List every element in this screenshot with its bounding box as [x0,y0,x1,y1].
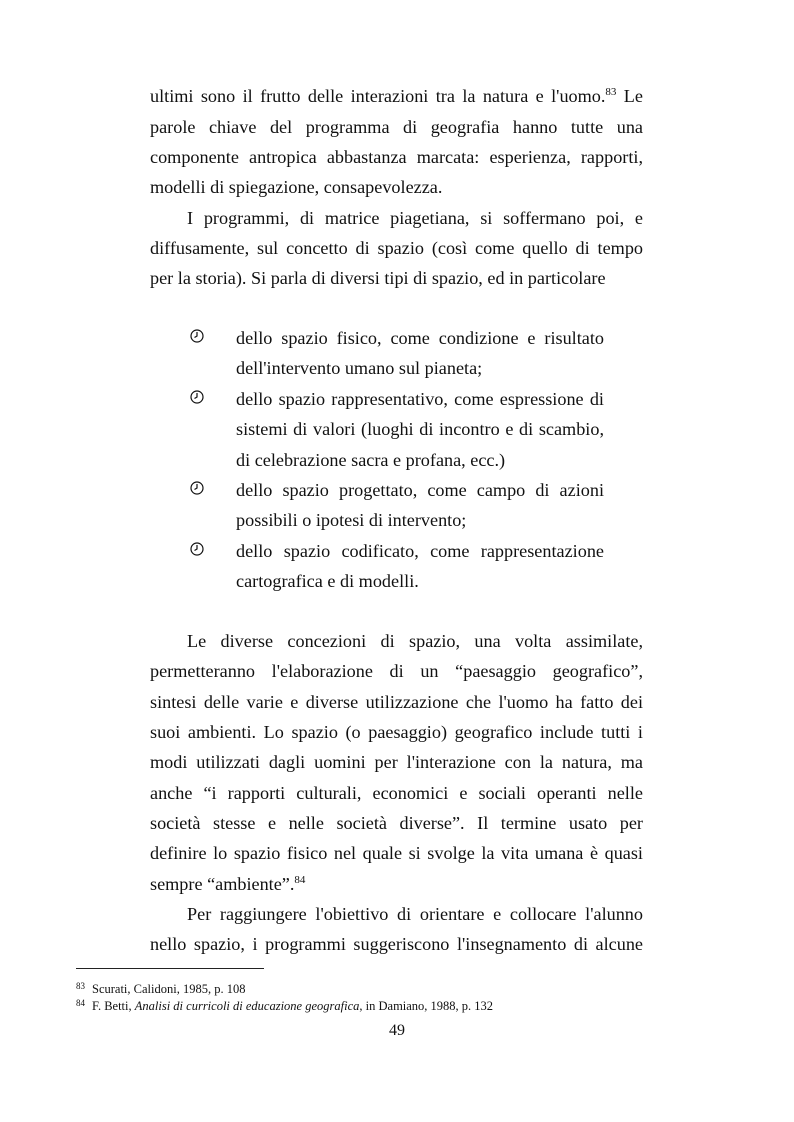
text-span: sempre “ambiente”. [150,874,295,894]
paragraph-2-line-3: per la storia). Si parla di diversi tipi di spazio, ed in particolare [150,268,606,288]
page-number: 49 [389,1022,405,1039]
bullet-2-line-1: dello spazio rappresentativo, come espressione di [236,389,604,409]
bullet-4-line-1: dello spazio codificato, come rappresentazione [236,541,604,561]
clock-icon [190,542,204,556]
footnote-separator [76,968,264,969]
paragraph-4-line-1: Per raggiungere l'obiettivo di orientare e collocare l'alunno [187,904,643,924]
paragraph-4-line-2: nello spazio, i programmi suggeriscono l'insegnamento di alcune [150,934,643,954]
footnote-ref-84[interactable]: 84 [294,874,306,886]
clock-icon [190,329,204,343]
footnote-number: 83 [76,981,85,991]
paragraph-3-line-2: permetteranno l'elaborazione di un “paesaggio geografico”, [150,661,643,681]
paragraph-1-line-2: parole chiave del programma di geografia hanno tutte una [150,117,643,137]
bullet-1-line-2: dell'intervento umano sul pianeta; [236,358,483,378]
bullet-2-line-3: di celebrazione sacra e profana, ecc.) [236,450,506,470]
paragraph-3-line-5: modi utilizzati dagli uomini per l'interazione con la natura, ma [150,752,643,772]
bullet-3-line-2: possibili o ipotesi di intervento; [236,510,467,530]
paragraph-3-line-7: società stesse e nelle società diverse”. Il termine usato per [150,813,643,833]
paragraph-1-line-4: modelli di spiegazione, consapevolezza. [150,177,443,197]
footnote-rest: , in Damiano, 1988, p. 132 [359,999,494,1013]
footnote-number: 84 [76,998,85,1008]
text-span: ultimi sono il frutto delle interazioni tra la natura e l'uomo. [150,86,606,106]
paragraph-3-line-3: sintesi delle varie e diverse utilizzazione che l'uomo ha fatto dei [150,692,643,712]
bullet-3-line-1: dello spazio progettato, come campo di azioni [236,480,604,500]
footnote-84 [76,995,493,1014]
paragraph-1-line-1 [150,81,643,111]
clock-icon [190,390,204,404]
footnote-ref-83[interactable]: 83 [605,86,617,98]
bullet-1-line-1: dello spazio fisico, come condizione e risultato [236,328,604,348]
text-span: Le [616,86,643,106]
footnote-text: Scurati, Calidoni, 1985, p. 108 [92,982,246,996]
bullet-4-line-2: cartografica e di modelli. [236,571,419,591]
paragraph-1-line-3: componente antropica abbastanza marcata: esperienza, rapporti, [150,147,643,167]
paragraph-3-line-9 [150,869,643,899]
paragraph-2-line-1: I programmi, di matrice piagetiana, si soffermano poi, e [187,208,643,228]
footnote-author: F. Betti, [92,999,135,1013]
footnote-title: Analisi di curricoli di educazione geografica [134,999,360,1013]
paragraph-3-line-8: definire lo spazio fisico nel quale si svolge la vita umana è quasi [150,843,643,863]
paragraph-2-line-2: diffusamente, sul concetto di spazio (così come quello di tempo [150,238,643,258]
paragraph-3-line-1: Le diverse concezioni di spazio, una volta assimilate, [187,631,643,651]
paragraph-3-line-6: anche “i rapporti culturali, economici e sociali operanti nelle [150,783,643,803]
bullet-2-line-2: sistemi di valori (luoghi di incontro e di scambio, [236,419,604,439]
clock-icon [190,481,204,495]
paragraph-3-line-4: suoi ambienti. Lo spazio (o paesaggio) geografico include tutti i [150,722,643,742]
